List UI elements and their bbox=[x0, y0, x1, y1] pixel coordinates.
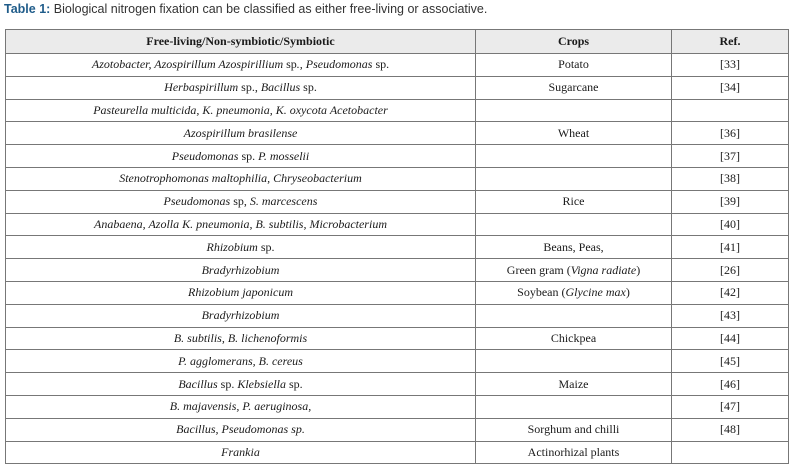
crop-cell bbox=[476, 259, 672, 282]
table-row bbox=[6, 327, 789, 350]
organism-cell-text: B. subtilis, B. lichenoformis bbox=[173, 330, 308, 345]
crop-cell bbox=[476, 190, 672, 213]
organism-cell bbox=[6, 167, 476, 190]
organism-cell-text: P. agglomerans, B. cereus bbox=[178, 353, 303, 368]
table-row bbox=[6, 395, 789, 418]
ref-cell bbox=[672, 122, 789, 145]
organism-cell bbox=[6, 145, 476, 168]
organism-cell bbox=[6, 327, 476, 350]
ref-text: [44] bbox=[720, 330, 740, 345]
table-row bbox=[6, 373, 789, 396]
organism-cell-text: sp. bbox=[260, 239, 275, 254]
crop-cell bbox=[476, 76, 672, 99]
crop-cell-text: Beans, Peas, bbox=[543, 239, 604, 254]
ref-text: [26] bbox=[720, 262, 740, 277]
ref-text: [40] bbox=[720, 216, 740, 231]
organism-cell bbox=[6, 190, 476, 213]
ref-text: [34] bbox=[720, 80, 740, 95]
organism-cell-text: Bacillus, Pseudomonas sp. bbox=[176, 422, 305, 437]
ref-cell bbox=[672, 395, 789, 418]
crop-cell bbox=[476, 441, 672, 464]
ref-cell bbox=[672, 190, 789, 213]
organism-cell bbox=[6, 395, 476, 418]
ref-text: [48] bbox=[720, 422, 740, 437]
crop-cell-text: Rice bbox=[562, 194, 585, 209]
ref-cell bbox=[672, 350, 789, 373]
header-ref: Ref. bbox=[672, 30, 789, 54]
crop-cell-text: ) bbox=[625, 285, 630, 300]
organism-cell-text: sp. bbox=[220, 376, 238, 391]
organism-cell-text: Bacillus bbox=[260, 80, 304, 95]
organism-cell-text: sp., bbox=[241, 80, 261, 95]
ref-text: [37] bbox=[720, 148, 740, 163]
ref-text: [43] bbox=[720, 308, 740, 323]
crop-cell-text: Actinorhizal plants bbox=[527, 444, 620, 459]
ref-text: [33] bbox=[720, 57, 740, 72]
crop-cell bbox=[476, 145, 672, 168]
ref-cell bbox=[672, 304, 789, 327]
crop-cell bbox=[476, 350, 672, 373]
organism-cell-text: Pseudomonas bbox=[171, 148, 242, 163]
organism-cell-text: Klebsiella bbox=[237, 376, 289, 391]
table-row bbox=[6, 190, 789, 213]
caption-label: Table 1: bbox=[4, 2, 51, 16]
organism-cell-text: Anabaena, Azolla K. pneumonia, B. subtilis, Microbacterium bbox=[94, 216, 387, 231]
organism-cell-text: sp bbox=[286, 57, 297, 72]
table-row bbox=[6, 99, 789, 122]
crop-cell bbox=[476, 281, 672, 304]
table-row bbox=[6, 167, 789, 190]
crop-cell-text: Wheat bbox=[557, 125, 590, 140]
organism-cell-text: Pasteurella multicida, K. pneumonia, K. oxycota Acetobacter bbox=[93, 102, 388, 117]
table-row bbox=[6, 213, 789, 236]
organism-cell bbox=[6, 350, 476, 373]
table-row bbox=[6, 259, 789, 282]
caption-text: Biological nitrogen fixation can be classified as either free-living or associative. bbox=[50, 2, 488, 16]
ref-cell bbox=[672, 54, 789, 77]
table-row bbox=[6, 418, 789, 441]
ref-cell bbox=[672, 441, 789, 464]
crop-cell bbox=[476, 395, 672, 418]
table-row bbox=[6, 76, 789, 99]
crop-cell bbox=[476, 122, 672, 145]
crop-cell-text: Soybean ( bbox=[517, 285, 566, 300]
crop-cell-text: Glycine max bbox=[565, 285, 626, 300]
table-row bbox=[6, 236, 789, 259]
crop-cell-text: Chickpea bbox=[550, 330, 597, 345]
organism-cell-text: Pseudomonas bbox=[305, 57, 376, 72]
organism-cell-text: Pseudomonas bbox=[163, 194, 234, 209]
organism-cell-text: ., bbox=[296, 57, 306, 72]
crop-cell bbox=[476, 167, 672, 190]
organism-cell-text: B. majavensis, P. aeruginosa, bbox=[169, 399, 312, 414]
organism-cell-text: Bradyrhizobium bbox=[201, 262, 280, 277]
organism-cell bbox=[6, 76, 476, 99]
ref-text: [42] bbox=[720, 285, 740, 300]
ref-cell bbox=[672, 259, 789, 282]
crop-cell bbox=[476, 54, 672, 77]
organism-cell-text: sp, bbox=[233, 194, 250, 209]
organism-cell-text: S. marcescens bbox=[249, 194, 318, 209]
table-caption bbox=[4, 2, 487, 16]
organism-cell bbox=[6, 99, 476, 122]
organism-cell bbox=[6, 259, 476, 282]
organism-cell bbox=[6, 418, 476, 441]
crop-cell-text: Vigna radiate bbox=[570, 262, 637, 277]
organism-cell-text: Azotobacter, Azospirillum Azospirillium bbox=[91, 57, 287, 72]
ref-cell bbox=[672, 76, 789, 99]
organism-cell-text: sp. bbox=[375, 57, 390, 72]
ref-cell bbox=[672, 373, 789, 396]
table-row bbox=[6, 350, 789, 373]
ref-text: [36] bbox=[720, 125, 740, 140]
organism-cell-text: Rhizobium japonicum bbox=[188, 285, 293, 300]
crop-cell-text: Potato bbox=[558, 57, 589, 72]
organism-cell bbox=[6, 373, 476, 396]
ref-text: [45] bbox=[720, 353, 740, 368]
crop-cell-text: Sorghum and chilli bbox=[527, 422, 620, 437]
organism-cell bbox=[6, 304, 476, 327]
table-body bbox=[6, 54, 789, 464]
crop-cell-text: Maize bbox=[558, 376, 589, 391]
organism-cell-text: P. mosselii bbox=[258, 148, 310, 163]
organism-cell bbox=[6, 441, 476, 464]
crop-cell bbox=[476, 213, 672, 236]
nitrogen-fixation-table bbox=[5, 29, 789, 464]
ref-text: [47] bbox=[720, 399, 740, 414]
ref-cell bbox=[672, 145, 789, 168]
organism-cell-text: Rhizobium bbox=[206, 239, 261, 254]
crop-cell-text: Sugarcane bbox=[548, 80, 599, 95]
organism-cell-text: Bradyrhizobium bbox=[201, 308, 280, 323]
ref-cell bbox=[672, 167, 789, 190]
organism-cell bbox=[6, 213, 476, 236]
organism-cell-text: sp. bbox=[289, 376, 303, 391]
organism-cell bbox=[6, 281, 476, 304]
ref-cell bbox=[672, 327, 789, 350]
crop-cell-text: ) bbox=[636, 262, 641, 277]
ref-cell bbox=[672, 281, 789, 304]
table-row bbox=[6, 145, 789, 168]
header-organism: Free-living/Non-symbiotic/Symbiotic bbox=[6, 30, 476, 54]
organism-cell bbox=[6, 236, 476, 259]
crop-cell bbox=[476, 327, 672, 350]
crop-cell bbox=[476, 304, 672, 327]
crop-cell bbox=[476, 99, 672, 122]
organism-cell-text: Azospirillum brasilense bbox=[183, 125, 298, 140]
ref-cell bbox=[672, 418, 789, 441]
ref-cell bbox=[672, 213, 789, 236]
organism-cell-text: Bacillus bbox=[178, 376, 221, 391]
organism-cell-text: sp. bbox=[241, 148, 259, 163]
header-crops: Crops bbox=[476, 30, 672, 54]
table-row bbox=[6, 304, 789, 327]
organism-cell-text: Stenotrophomonas maltophilia, Chryseobacterium bbox=[119, 171, 362, 186]
crop-cell bbox=[476, 373, 672, 396]
crop-cell bbox=[476, 418, 672, 441]
header-row bbox=[6, 30, 789, 54]
table-row bbox=[6, 281, 789, 304]
table-row bbox=[6, 54, 789, 77]
ref-text: [46] bbox=[720, 376, 740, 391]
organism-cell-text: Herbaspirillum bbox=[164, 80, 242, 95]
crop-cell-text: Green gram ( bbox=[506, 262, 571, 277]
ref-cell bbox=[672, 99, 789, 122]
table-row bbox=[6, 122, 789, 145]
organism-cell bbox=[6, 54, 476, 77]
organism-cell bbox=[6, 122, 476, 145]
organism-cell-text: Frankia bbox=[221, 444, 260, 459]
ref-cell bbox=[672, 236, 789, 259]
ref-text: [41] bbox=[720, 239, 740, 254]
ref-text: [38] bbox=[720, 171, 740, 186]
organism-cell-text: sp. bbox=[303, 80, 317, 95]
ref-text: [39] bbox=[720, 194, 740, 209]
table-row bbox=[6, 441, 789, 464]
crop-cell bbox=[476, 236, 672, 259]
